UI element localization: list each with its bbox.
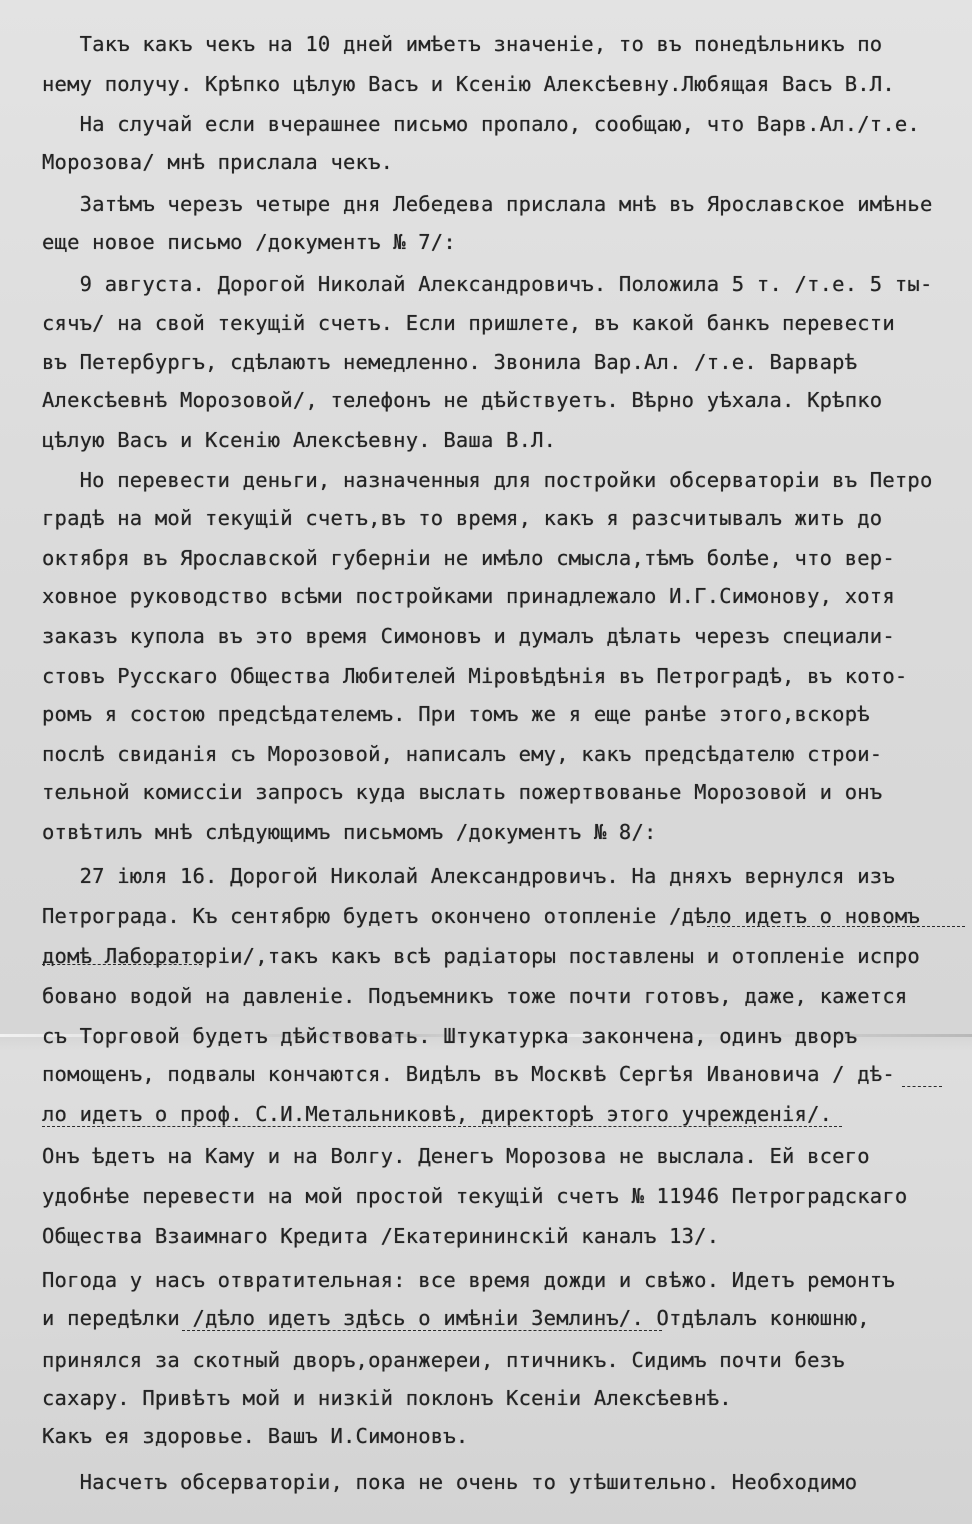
text-line: съ Торговой будетъ дѣйствовать. Штукатурка закончена, одинъ дворъ (42, 1024, 858, 1048)
text-line: Погода у насъ отвратительная: все время дожди и свѣжо. Идетъ ремонтъ (42, 1268, 895, 1292)
text-line: Но перевести деньги, назначенныя для постройки обсерваторіи въ Петро (42, 468, 933, 492)
text-line: бовано водой на давленіе. Подъемникъ тоже почти готовъ, даже, кажется (42, 984, 908, 1008)
text-line: въ Петербургъ, сдѣлаютъ немедленно. Звонила Вар.Ал. /т.е. Варварѣ (42, 350, 858, 374)
text-line: заказъ купола въ это время Симоновъ и думалъ дѣлать черезъ специали- (42, 624, 895, 648)
editorial-underline (902, 1086, 942, 1087)
editorial-underline (707, 926, 965, 927)
text-line: Онъ ѣдетъ на Каму и на Волгу. Денегъ Морозова не выслала. Ей всего (42, 1144, 870, 1168)
editorial-underline (42, 964, 202, 965)
text-line: цѣлую Васъ и Ксенію Алексѣевну. Ваша В.Л. (42, 428, 557, 452)
text-line: еще новое письмо /документъ № 7/: (42, 230, 456, 254)
text-line: ло идетъ о проф. С.И.Метальниковѣ, директорѣ этого учрежденія/. (42, 1102, 833, 1126)
text-line: На случай если вчерашнее письмо пропало, сообщаю, что Варв.Ал./т.е. (42, 112, 920, 136)
text-line: градѣ на мой текущій счетъ,въ то время, какъ я разсчитывалъ жить до (42, 506, 883, 530)
text-line: сячъ/ на свой текущій счетъ. Если пришлете, въ какой банкъ перевести (42, 311, 895, 335)
text-line: Петрограда. Къ сентябрю будетъ окончено отопленіе /дѣло идетъ о новомъ (42, 904, 920, 928)
text-line: Насчетъ обсерваторіи, пока не очень то утѣшительно. Необходимо (42, 1470, 858, 1494)
text-line: Какъ ея здоровье. Вашъ И.Симоновъ. (42, 1424, 469, 1448)
text-line: стовъ Русскаго Общества Любителей Міровѣдѣнія въ Петроградѣ, въ кото- (42, 664, 908, 688)
editorial-underline (42, 1126, 842, 1127)
text-line: Такъ какъ чекъ на 10 дней имѣетъ значеніе, то въ понедѣльникъ по (42, 32, 883, 56)
text-line: Морозова/ мнѣ прислала чекъ. (42, 150, 394, 174)
text-line: октября въ Ярославской губерніи не имѣло смысла,тѣмъ болѣе, что вер- (42, 546, 895, 570)
text-line: отвѣтилъ мнѣ слѣдующимъ письмомъ /документъ № 8/: (42, 820, 657, 844)
text-line: ховное руководство всѣми постройками принадлежало И.Г.Симонову, хотя (42, 584, 895, 608)
text-line: удобнѣе перевести на мой простой текущій счетъ № 11946 Петроградскаго (42, 1184, 908, 1208)
text-line: домѣ Лабораторіи/,такъ какъ всѣ радіаторы поставлены и отопленіе испро (42, 944, 920, 968)
text-line: помощенъ, подвалы кончаются. Видѣлъ въ Москвѣ Сергѣя Ивановича / дѣ- (42, 1062, 895, 1086)
text-line: принялся за скотный дворъ,оранжереи, птичникъ. Сидимъ почти безъ (42, 1348, 845, 1372)
text-line: Алексѣевнѣ Морозовой/, телефонъ не дѣйствуетъ. Вѣрно уѣхала. Крѣпко (42, 388, 883, 412)
text-line: нему получу. Крѣпко цѣлую Васъ и Ксенію Алексѣевну.Любящая Васъ В.Л. (42, 72, 895, 96)
text-line: Общества Взаимнаго Кредита /Екатерининскій каналъ 13/. (42, 1224, 720, 1248)
text-line: 27 іюля 16. Дорогой Николай Александровичъ. На дняхъ вернулся изъ (42, 864, 895, 888)
text-line: Затѣмъ черезъ четыре дня Лебедева прислала мнѣ въ Ярославское имѣнье (42, 192, 933, 216)
text-line: и передѣлки /дѣло идетъ здѣсь о имѣніи Землинъ/. Отдѣлалъ конюшню, (42, 1306, 870, 1330)
text-line: 9 августа. Дорогой Николай Александровичъ. Положила 5 т. /т.е. 5 ты- (42, 272, 933, 296)
text-line: тельной комиссіи запросъ куда выслать пожертвованье Морозовой и онъ (42, 780, 883, 804)
editorial-underline (182, 1330, 662, 1331)
text-line: послѣ свиданія съ Морозовой, написалъ ему, какъ предсѣдателю строи- (42, 742, 883, 766)
text-line: ромъ я состою предсѣдателемъ. При томъ же я еще ранѣе этого,вскорѣ (42, 702, 870, 726)
text-line: сахару. Привѣтъ мой и низкій поклонъ Ксеніи Алексѣевнѣ. (42, 1386, 732, 1410)
